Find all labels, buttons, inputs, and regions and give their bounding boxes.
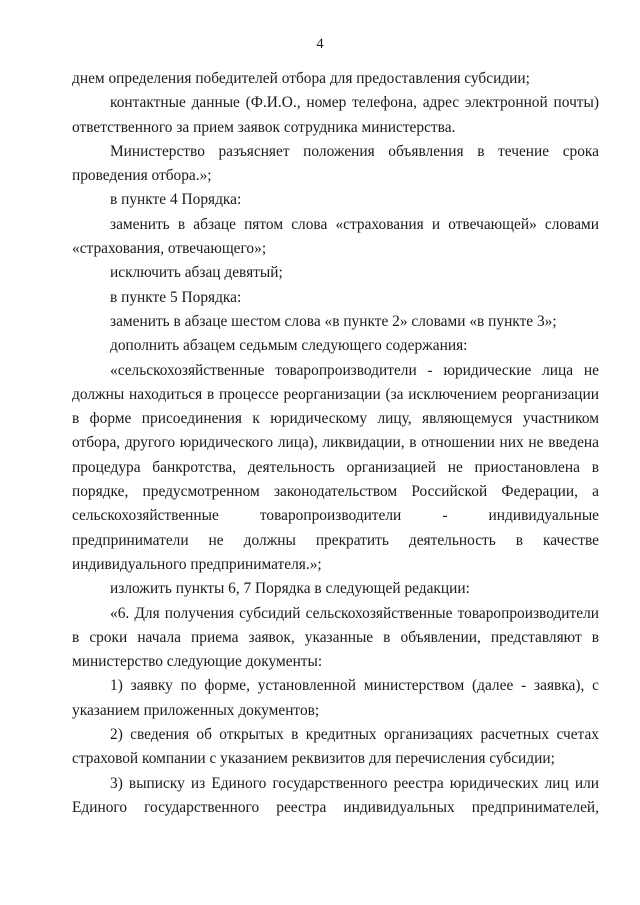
paragraph: заменить в абзаце шестом слова «в пункте 2» словами «в пункте 3»;: [110, 312, 557, 330]
paragraph: исключить абзац девятый;: [110, 264, 283, 282]
paragraph: 2) сведения об открытых в кредитных организациях расчетных счетах страховой компании с указанием реквизитов для перечисления субсидии;: [72, 726, 599, 768]
paragraph: днем определения победителей отбора для предоставления субсидии;: [72, 70, 530, 87]
paragraph: 3) выписку из Единого государственного реестра юридических лиц или Единого государственного реестра индивидуальных предпринимателей,: [72, 774, 599, 816]
paragraph: «сельскохозяйственные товаропроизводители - юридические лица не должны находиться в процессе реорганизации (за исключением реорганизации в форме присоединения к юридическому лицу, являющемуся участником отбора, другого юридического лица), ликвидации, в отношении них не введена процедура банкротства, деятельность организацией не приостановлена в порядке, предусмотренном законодательством Российской Федерации, а сельскохозяйственные товаропроизводители - индивидуальные предприниматели не должны прекратить деятельность в качестве индивидуального предпринимателя.»;: [72, 361, 599, 573]
paragraph: Министерство разъясняет положения объявления в течение срока проведения отбора.»;: [72, 142, 599, 185]
page-number: 4: [316, 36, 324, 52]
paragraph: изложить пункты 6, 7 Порядка в следующей редакции:: [110, 580, 470, 598]
paragraph: дополнить абзацем седьмым следующего содержания:: [110, 337, 468, 355]
paragraph: в пункте 4 Порядка:: [110, 191, 242, 209]
paragraph: «6. Для получения субсидий сельскохозяйственные товаропроизводители в сроки начала приема заявок, указанные в объявлении, представляют в министерство следующие документы:: [72, 604, 599, 671]
paragraph: 1) заявку по форме, установленной министерством (далее - заявка), с указанием приложенных документов;: [72, 677, 599, 719]
document-body: [72, 67, 599, 820]
paragraph: заменить в абзаце пятом слова «страхования и отвечающей» словами «страхования, отвечающего»;: [72, 215, 599, 258]
paragraph: контактные данные (Ф.И.О., номер телефона, адрес электронной почты) ответственного за прием заявок сотрудника министерства.: [72, 94, 599, 136]
paragraph: в пункте 5 Порядка:: [110, 288, 242, 306]
